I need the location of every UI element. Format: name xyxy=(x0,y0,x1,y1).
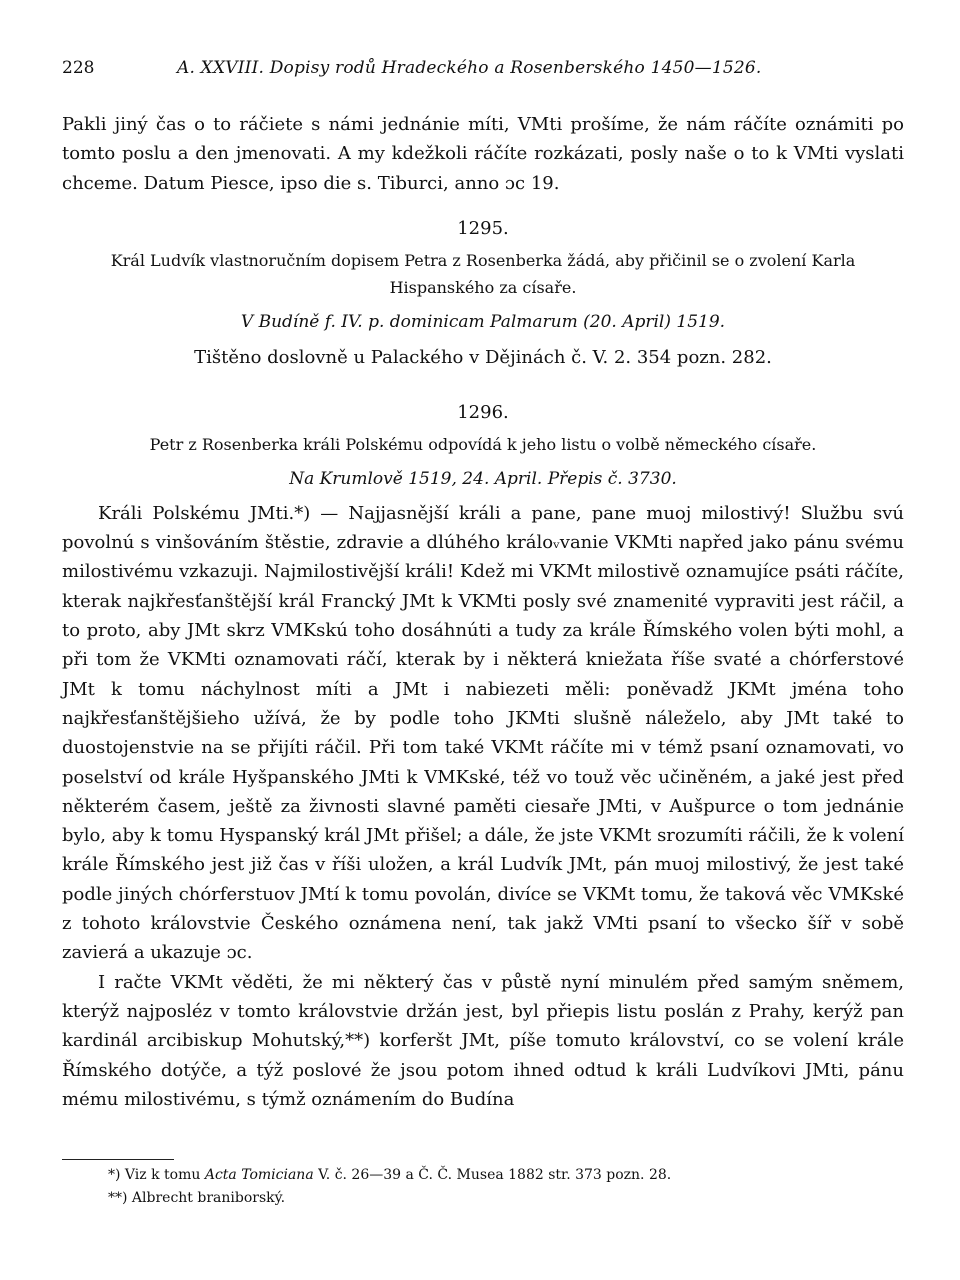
entry-summary-line1: Král Ludvík vlastnoručním dopisem Petra z Rosenberka žádá, aby přičinil se o zvolení Karla xyxy=(110,250,856,270)
running-title: A. XXVIII. Dopisy rodů Hradeckého a Rosenberského 1450—1526. xyxy=(177,58,762,78)
continuation-paragraph: Pakli jiný čas o to ráčiete s námi jednánie míti, VMti prošíme, že nám ráčíte oznámiti po tomto poslu a den jmenovati. A my kdežkoli ráčíte rozkázati, posly naše o to k VMti vyslati chceme. Datum Piesce, ipso die s. Tiburci, anno ɔc 19. xyxy=(62,114,904,194)
footnote-2 xyxy=(108,1187,898,1210)
page-number: 228 xyxy=(62,58,95,78)
document-page xyxy=(62,58,904,1114)
entry-summary-line2: Hispanského za císaře. xyxy=(389,277,577,297)
footnote-text: Albrecht braniborský. xyxy=(131,1190,286,1206)
entry-dateline: V Budíně f. IV. p. dominicam Palmarum (20. April) 1519. xyxy=(240,311,726,332)
entry-1295 xyxy=(62,218,904,372)
entry-number: 1295. xyxy=(457,217,509,239)
entry-1296 xyxy=(62,402,904,1114)
entry-number: 1296. xyxy=(457,401,509,423)
entry-dateline: Na Krumlově 1519, 24. April. Přepis č. 3730. xyxy=(289,468,677,489)
letter-paragraph-1: Králi Polskému JMti.*) — Najjasnější králi a pane, pane muoj milostivý! Službu svú povolnú s vinšováním štěstie, zdravie a dlúhého králoᵥvanie VKMti napřed jako pánu svému milostivému vzkazuji. Najmilostivější králi! Kdež mi VKMt milostivě oznamujíce psáti ráčíte, kterak najkřesťanštější král Francký JMt k VKMti posly své znamenité vypraviti jest ráčil, a to proto, aby JMt skrz VMKskú toho dosáhnúti a tudy za krále Římského volen býti mohl, a při tom že VKMti oznamovati ráčí, kterak by i některá kniežata říše svaté a chórferstové JMt k tomu náchylnost míti a JMt i nabiezeti měli: poněvadž JKMt jména toho najkřesťanštějšieho užívá, že by podle toho JKMti slušně náleželo, aby JMt také to duostojenstvie na se přijíti ráčil. Při tom také VKMt ráčíte mi v témž psaní oznamovati, vo poselství od krále Hyšpanského JMti k VMKské, též vo touž věc učiněném, a jaké jest před některém časem, ještě za živnosti slavné paměti ciesaře JMti, v Aušpurce o tom jednánie bylo, aby k tomu Hyspanský král JMt přišel; a dále, že jste VKMt srozumíti ráčili, že k volení krále Římského jest již čas v říši uložen, a král Ludvík JMt, pán muoj milostivý, že jest také podle jiných chórferstuov JMtí k tomu povolán, divíce se VKMt tomu, že taková věc VMKské z tohoto královstvie Českého oznámena není, tak jakž VMti psaní to všecko šíř v sobě zavierá a ukazuje ɔc. xyxy=(62,502,904,964)
footnote-1 xyxy=(108,1164,898,1187)
footnote-mark: *) xyxy=(108,1167,121,1183)
entry-summary: Petr z Rosenberka králi Polskému odpovídá k jeho listu o volbě německého císaře. xyxy=(149,434,817,454)
entry-print-note: Tištěno doslovně u Palackého v Dějinách č. V. 2. 354 pozn. 282. xyxy=(194,346,772,368)
footnotes xyxy=(108,1164,898,1210)
footnote-mark: **) xyxy=(108,1190,128,1206)
footnote-text: V. č. 26—39 a Č. Č. Musea 1882 str. 373 pozn. 28. xyxy=(318,1167,672,1183)
running-head xyxy=(62,58,904,90)
footnote-text: Viz k tomu xyxy=(124,1167,201,1183)
footnote-citation-title: Acta Tomiciana xyxy=(204,1167,314,1183)
letter-paragraph-2: I račte VKMt věděti, že mi některý čas v půstě nyní minulém před samým sněmem, kterýž najposléz v tomto královstvie držán jest, byl přiepis listu poslán z Prahy, kerýž pan kardinál arcibiskup Mohutský,**) korferšt JMt, píše tomuto království, co se volení krále Římského dotýče, a týž poslové že jsou potom ihned odtud k králi Ludvíkovi JMti, pánu mému milostivému, s týmž oznámením do Budína xyxy=(62,971,904,1110)
footnote-divider xyxy=(62,1159,174,1160)
